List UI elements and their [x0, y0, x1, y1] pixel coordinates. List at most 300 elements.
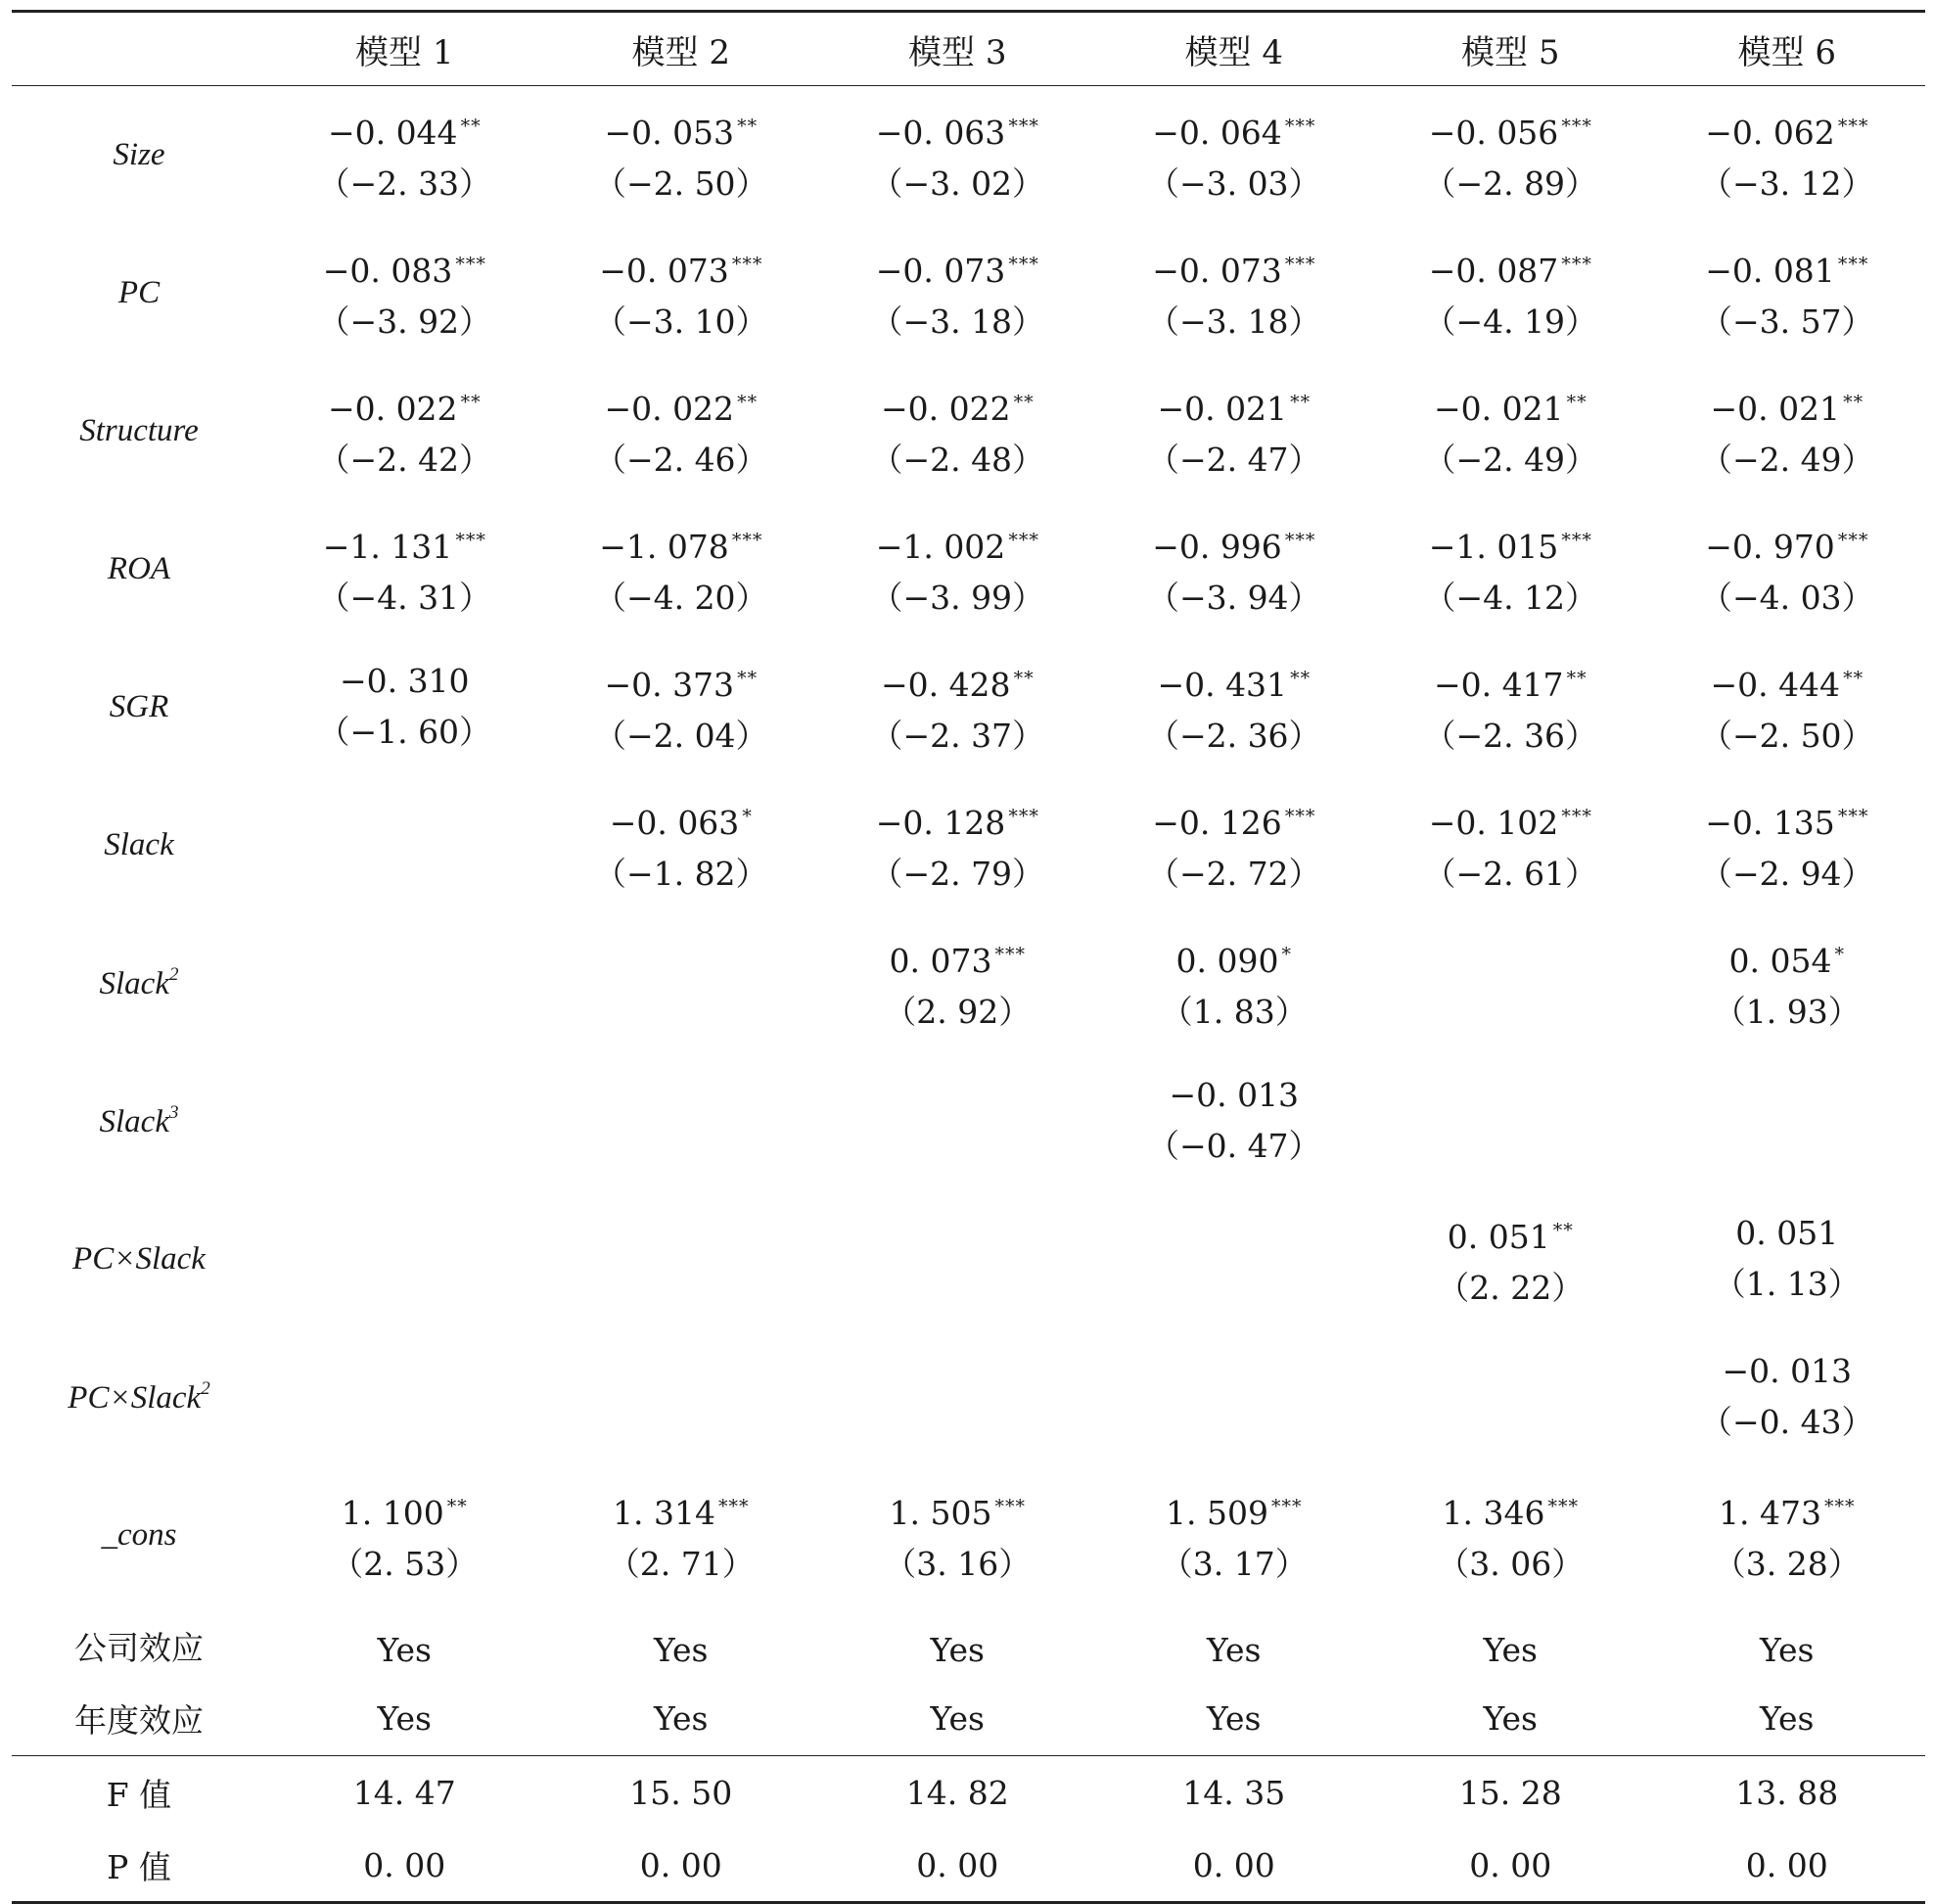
t-statistic: （−2. 72）	[1146, 854, 1321, 893]
coefficient-cell	[1372, 362, 1649, 500]
coefficient-line	[1649, 1481, 1926, 1539]
variable-label: _cons	[101, 1516, 177, 1553]
coefficient-cell	[1649, 638, 1926, 776]
coefficient-value: −0. 022	[327, 389, 458, 428]
coefficient-cell	[266, 914, 543, 1052]
t-statistic: （−3. 92）	[317, 302, 492, 341]
variable-name	[12, 362, 266, 500]
t-statistic: （−1. 82）	[593, 854, 768, 893]
t-statistic: （−3. 99）	[870, 578, 1045, 617]
coefficient-line	[1096, 791, 1373, 849]
significance-stars: ***	[1270, 1495, 1303, 1517]
coefficient-line	[1649, 1346, 1926, 1397]
significance-stars: ***	[1008, 115, 1039, 137]
coefficient-cell	[1096, 224, 1373, 362]
coefficient-cell	[543, 86, 820, 224]
variable-label: Slack	[99, 965, 169, 1001]
stat-value: 13. 88	[1735, 1773, 1839, 1812]
coefficient-cell	[1372, 500, 1649, 638]
significance-stars: ***	[455, 253, 486, 275]
significance-stars: **	[1843, 667, 1864, 689]
header-model-4: 模型 4	[1096, 12, 1373, 86]
variable-label: Slack	[99, 1103, 169, 1139]
coefficient-value: −0. 021	[1157, 389, 1288, 428]
coefficient-value: −0. 310	[339, 662, 470, 700]
t-statistic: （1. 83）	[1160, 992, 1308, 1031]
significance-stars: ***	[1837, 115, 1869, 137]
coefficient-cell	[1096, 362, 1373, 500]
coefficient-value: −0. 970	[1705, 527, 1835, 566]
coefficient-value: 0. 051	[1447, 1217, 1550, 1256]
t-statistic: （−2. 36）	[1423, 716, 1598, 755]
significance-stars: **	[1566, 391, 1588, 413]
coefficient-cell	[543, 1328, 820, 1466]
coefficient-line	[1372, 1481, 1649, 1539]
coefficient-value: 1. 100	[341, 1493, 444, 1532]
variable-label: ROA	[107, 550, 171, 586]
t-statistic: （−4. 19）	[1423, 302, 1598, 341]
coefficient-value: 1. 473	[1719, 1493, 1821, 1532]
variable-name	[12, 1328, 266, 1466]
coefficient-line	[1649, 1208, 1926, 1259]
significance-stars: **	[1843, 391, 1864, 413]
coefficient-value: −1. 078	[599, 527, 729, 566]
coefficient-value: −0. 073	[1152, 251, 1282, 290]
coefficient-cell	[543, 224, 820, 362]
coefficient-value: −0. 081	[1705, 251, 1835, 290]
table-row	[12, 1052, 1925, 1190]
t-statistic: （−3. 10）	[593, 302, 768, 341]
table-row	[12, 1328, 1925, 1466]
coefficient-cell	[266, 638, 543, 776]
coefficient-cell	[819, 1328, 1096, 1466]
variable-name	[12, 914, 266, 1052]
coefficient-value: −1. 131	[322, 527, 453, 566]
effect-row	[12, 1604, 1925, 1683]
t-statistic: （−2. 47）	[1146, 440, 1321, 479]
significance-stars: **	[460, 115, 482, 137]
coefficient-cell	[1096, 500, 1373, 638]
coefficient-line	[1649, 791, 1926, 849]
variable-label: PC×Slack	[72, 1240, 206, 1277]
coefficient-value: −0. 428	[880, 665, 1011, 704]
coefficient-cell	[819, 1190, 1096, 1328]
significance-stars: **	[446, 1495, 468, 1517]
significance-stars: **	[737, 391, 759, 413]
significance-stars: ***	[1823, 1495, 1856, 1517]
t-statistic: （2. 92）	[884, 992, 1032, 1031]
significance-stars: ***	[1547, 1495, 1579, 1517]
stat-value: 14. 82	[905, 1773, 1009, 1812]
stat-value: 15. 28	[1458, 1773, 1562, 1812]
coefficient-line	[543, 653, 820, 711]
coefficient-value: 0. 073	[889, 941, 992, 980]
t-statistic: （−3. 12）	[1699, 163, 1874, 203]
coefficient-cell	[266, 1190, 543, 1328]
coefficient-cell	[266, 500, 543, 638]
coefficient-cell	[1649, 1466, 1926, 1604]
t-statistic: （−2. 94）	[1699, 854, 1874, 893]
coefficient-value: −0. 056	[1428, 113, 1559, 152]
effect-value: Yes	[1760, 1630, 1815, 1669]
t-statistic: （−2. 33）	[317, 163, 492, 203]
coefficient-line	[1372, 239, 1649, 297]
significance-stars: ***	[717, 1495, 750, 1517]
variable-label: Structure	[79, 412, 199, 448]
significance-stars: **	[1013, 667, 1035, 689]
t-statistic: （−2. 50）	[593, 163, 768, 203]
coefficient-line	[266, 377, 543, 435]
variable-exponent: 2	[201, 1377, 210, 1399]
coefficient-cell	[543, 638, 820, 776]
header-model-5: 模型 5	[1372, 12, 1649, 86]
significance-stars: ***	[1561, 805, 1592, 827]
coefficient-cell	[1096, 1466, 1373, 1604]
coefficient-cell	[1372, 224, 1649, 362]
coefficient-cell	[1096, 1052, 1373, 1190]
coefficient-line	[1096, 653, 1373, 711]
coefficient-value: −0. 996	[1152, 527, 1282, 566]
coefficient-value: −0. 022	[604, 389, 735, 428]
t-statistic: （−4. 12）	[1423, 578, 1598, 617]
significance-stars: ***	[1008, 805, 1039, 827]
coefficient-cell	[266, 362, 543, 500]
coefficient-value: 1. 509	[1166, 1493, 1268, 1532]
effect-value: Yes	[930, 1630, 985, 1669]
t-statistic: （−0. 43）	[1699, 1403, 1874, 1441]
coefficient-value: 0. 051	[1735, 1214, 1839, 1252]
coefficient-line	[543, 791, 820, 849]
variable-exponent: 2	[168, 963, 179, 985]
coefficient-line	[819, 377, 1096, 435]
stat-value: 0. 00	[1372, 1830, 1649, 1903]
coefficient-cell	[1649, 362, 1926, 500]
effect-value: Yes	[1207, 1630, 1262, 1669]
coefficient-value: −0. 063	[609, 803, 740, 842]
coefficient-cell	[1096, 1190, 1373, 1328]
coefficient-value: −1. 015	[1428, 527, 1559, 566]
variable-name	[12, 1466, 266, 1604]
table-row	[12, 776, 1925, 914]
table-row	[12, 362, 1925, 500]
effect-label: 公司效应	[74, 1628, 204, 1667]
coefficient-cell	[1649, 500, 1926, 638]
coefficient-cell	[819, 86, 1096, 224]
effect-value: Yes	[266, 1683, 543, 1756]
variable-name	[12, 86, 266, 224]
coefficient-value: 0. 054	[1728, 941, 1832, 980]
coefficient-cell	[543, 1466, 820, 1604]
significance-stars: ***	[1284, 529, 1316, 551]
coefficient-cell	[543, 1190, 820, 1328]
stat-value: 15. 50	[629, 1773, 733, 1812]
coefficient-line	[1096, 929, 1373, 987]
t-statistic: （3. 06）	[1437, 1544, 1585, 1583]
stat-value: 14. 47	[352, 1773, 456, 1812]
coefficient-line	[819, 101, 1096, 159]
significance-stars: *	[1834, 943, 1845, 965]
coefficient-line	[1649, 101, 1926, 159]
coefficient-line	[819, 239, 1096, 297]
coefficient-cell	[1096, 914, 1373, 1052]
significance-stars: ***	[1284, 805, 1316, 827]
t-statistic: （−3. 18）	[870, 302, 1045, 341]
t-statistic: （−3. 18）	[1146, 302, 1321, 341]
variable-label: PC	[117, 274, 161, 310]
significance-stars: ***	[1284, 115, 1316, 137]
coefficient-cell	[819, 362, 1096, 500]
coefficient-value: −0. 044	[327, 113, 458, 152]
coefficient-value: −0. 021	[1433, 389, 1564, 428]
coefficient-line	[543, 377, 820, 435]
t-statistic: （−2. 50）	[1699, 716, 1874, 755]
t-statistic: （−3. 94）	[1146, 578, 1321, 617]
significance-stars: **	[737, 667, 759, 689]
coefficient-line	[266, 101, 543, 159]
significance-stars: **	[460, 391, 482, 413]
significance-stars: ***	[1008, 253, 1039, 275]
variable-name	[12, 1190, 266, 1328]
coefficient-cell	[1649, 914, 1926, 1052]
coefficient-cell	[819, 1052, 1096, 1190]
t-statistic: （−4. 31）	[317, 578, 492, 617]
t-statistic: （−2. 89）	[1423, 163, 1598, 203]
variable-name	[12, 224, 266, 362]
variable-exponent: 3	[168, 1101, 179, 1123]
t-statistic: （2. 71）	[607, 1544, 755, 1583]
variable-label: Slack	[104, 826, 174, 862]
coefficient-cell	[543, 500, 820, 638]
t-statistic: （−2. 37）	[870, 716, 1045, 755]
table-row	[12, 86, 1925, 224]
coefficient-cell	[1372, 638, 1649, 776]
coefficient-line	[266, 239, 543, 297]
coefficient-line	[1372, 377, 1649, 435]
t-statistic: （−4. 03）	[1699, 578, 1874, 617]
coefficient-cell	[266, 86, 543, 224]
significance-stars: **	[1013, 391, 1035, 413]
coefficient-line	[1649, 239, 1926, 297]
t-statistic: （−2. 49）	[1699, 440, 1874, 479]
t-statistic: （−2. 42）	[317, 440, 492, 479]
coefficient-cell	[1649, 224, 1926, 362]
coefficient-cell	[543, 1052, 820, 1190]
significance-stars: **	[1566, 667, 1588, 689]
coefficient-cell	[1649, 1328, 1926, 1466]
coefficient-line	[1372, 515, 1649, 573]
coefficient-cell	[1372, 86, 1649, 224]
stat-label: P 值	[12, 1830, 266, 1903]
coefficient-value: −0. 417	[1433, 665, 1564, 704]
table-body	[12, 86, 1925, 1903]
significance-stars: ***	[1837, 253, 1869, 275]
header-model-1: 模型 1	[266, 12, 543, 86]
significance-stars: **	[1552, 1219, 1574, 1241]
variable-name	[12, 776, 266, 914]
coefficient-line	[1372, 1205, 1649, 1263]
coefficient-value: −0. 062	[1705, 113, 1835, 152]
significance-stars: ***	[994, 943, 1026, 965]
significance-stars: ***	[1837, 529, 1869, 551]
stat-value: 0. 00	[1649, 1830, 1926, 1903]
t-statistic: （−2. 48）	[870, 440, 1045, 479]
effect-value: Yes	[1096, 1683, 1373, 1756]
header-corner	[12, 12, 266, 86]
significance-stars: ***	[994, 1495, 1026, 1517]
coefficient-line	[819, 1481, 1096, 1539]
t-statistic: （−2. 61）	[1423, 854, 1598, 893]
variable-label: SGR	[109, 688, 169, 724]
t-statistic: （2. 53）	[331, 1544, 479, 1583]
coefficient-line	[1372, 101, 1649, 159]
coefficient-line	[266, 656, 543, 707]
coefficient-value: 1. 314	[613, 1493, 715, 1532]
coefficient-value: −0. 021	[1710, 389, 1841, 428]
effect-value: Yes	[377, 1630, 432, 1669]
t-statistic: （1. 93）	[1713, 992, 1861, 1031]
significance-stars: ***	[1561, 253, 1592, 275]
coefficient-cell	[819, 914, 1096, 1052]
significance-stars: *	[1281, 943, 1292, 965]
significance-stars: ***	[1284, 253, 1316, 275]
effect-value: Yes	[819, 1683, 1096, 1756]
coefficient-cell	[1096, 1328, 1373, 1466]
coefficient-line	[819, 515, 1096, 573]
significance-stars: ***	[1837, 805, 1869, 827]
coefficient-value: 1. 346	[1442, 1493, 1545, 1532]
t-statistic: （−4. 20）	[593, 578, 768, 617]
coefficient-cell	[1372, 1052, 1649, 1190]
coefficient-value: −0. 073	[875, 251, 1006, 290]
table-row	[12, 914, 1925, 1052]
coefficient-line	[819, 791, 1096, 849]
significance-stars: ***	[1561, 115, 1592, 137]
coefficient-value: −0. 022	[880, 389, 1011, 428]
table-row	[12, 1466, 1925, 1604]
coefficient-cell	[1372, 1190, 1649, 1328]
t-statistic: （−2. 36）	[1146, 716, 1321, 755]
t-statistic: （−3. 02）	[870, 163, 1045, 203]
variable-name	[12, 500, 266, 638]
significance-stars: ***	[731, 529, 763, 551]
coefficient-value: −1. 002	[875, 527, 1006, 566]
coefficient-line	[543, 239, 820, 297]
significance-stars: **	[1290, 391, 1312, 413]
t-statistic: （3. 28）	[1713, 1544, 1861, 1583]
coefficient-cell	[819, 1466, 1096, 1604]
coefficient-value: −0. 431	[1157, 665, 1288, 704]
significance-stars: ***	[731, 253, 763, 275]
coefficient-cell	[819, 224, 1096, 362]
coefficient-cell	[819, 776, 1096, 914]
coefficient-cell	[266, 1052, 543, 1190]
stat-row	[12, 1756, 1925, 1830]
coefficient-cell	[1372, 914, 1649, 1052]
coefficient-value: −0. 013	[1169, 1076, 1300, 1114]
stat-value: 0. 00	[543, 1830, 820, 1903]
variable-label: Size	[113, 136, 165, 172]
header-row	[12, 12, 1925, 86]
coefficient-cell	[266, 776, 543, 914]
effect-value: Yes	[1483, 1630, 1538, 1669]
coefficient-value: −0. 053	[604, 113, 735, 152]
coefficient-cell	[543, 914, 820, 1052]
effect-label: 年度效应	[12, 1683, 266, 1756]
coefficient-value: −0. 373	[604, 665, 735, 704]
coefficient-value: −0. 444	[1710, 665, 1841, 704]
coefficient-line	[1096, 1070, 1373, 1121]
t-statistic: （−3. 57）	[1699, 302, 1874, 341]
coefficient-line	[819, 929, 1096, 987]
table-row	[12, 638, 1925, 776]
effect-row	[12, 1683, 1925, 1756]
coefficient-cell	[1649, 86, 1926, 224]
coefficient-cell	[1372, 1328, 1649, 1466]
coefficient-cell	[819, 638, 1096, 776]
coefficient-value: −0. 135	[1705, 803, 1835, 842]
effect-value: Yes	[654, 1630, 709, 1669]
variable-name	[12, 638, 266, 776]
t-statistic: （−2. 04）	[593, 716, 768, 755]
stat-value: 0. 00	[819, 1830, 1096, 1903]
stat-value: 0. 00	[266, 1830, 543, 1903]
coefficient-line	[1649, 515, 1926, 573]
stat-value: 0. 00	[1096, 1830, 1373, 1903]
t-statistic: （−2. 46）	[593, 440, 768, 479]
coefficient-line	[1649, 377, 1926, 435]
coefficient-line	[266, 515, 543, 573]
coefficient-value: −0. 064	[1152, 113, 1282, 152]
coefficient-cell	[543, 362, 820, 500]
table-row	[12, 500, 1925, 638]
coefficient-cell	[1649, 776, 1926, 914]
coefficient-line	[1096, 101, 1373, 159]
stat-label: F 值	[106, 1775, 172, 1814]
effect-value: Yes	[1372, 1683, 1649, 1756]
coefficient-value: −0. 126	[1152, 803, 1282, 842]
coefficient-line	[266, 1481, 543, 1539]
coefficient-value: −0. 063	[875, 113, 1006, 152]
coefficient-value: −0. 102	[1428, 803, 1559, 842]
coefficient-value: −0. 128	[875, 803, 1006, 842]
effect-value: Yes	[543, 1683, 820, 1756]
coefficient-line	[1096, 239, 1373, 297]
coefficient-line	[1372, 791, 1649, 849]
coefficient-value: −0. 073	[599, 251, 729, 290]
coefficient-value: 0. 090	[1175, 941, 1279, 980]
significance-stars: ***	[1561, 529, 1592, 551]
effect-value: Yes	[1649, 1683, 1926, 1756]
t-statistic: （−0. 47）	[1146, 1127, 1321, 1165]
t-statistic: （−1. 60）	[317, 713, 492, 751]
table-row	[12, 1190, 1925, 1328]
coefficient-line	[819, 653, 1096, 711]
coefficient-cell	[266, 1466, 543, 1604]
coefficient-line	[543, 1481, 820, 1539]
coefficient-line	[543, 515, 820, 573]
coefficient-value: −0. 083	[322, 251, 453, 290]
coefficient-line	[1096, 377, 1373, 435]
coefficient-cell	[266, 224, 543, 362]
coefficient-value: 1. 505	[889, 1493, 992, 1532]
coefficient-line	[1096, 515, 1373, 573]
table-row	[12, 224, 1925, 362]
significance-stars: ***	[1008, 529, 1039, 551]
significance-stars: **	[1290, 667, 1312, 689]
variable-label: PC×Slack	[68, 1379, 202, 1416]
t-statistic: （1. 13）	[1713, 1265, 1861, 1303]
coefficient-cell	[1649, 1190, 1926, 1328]
